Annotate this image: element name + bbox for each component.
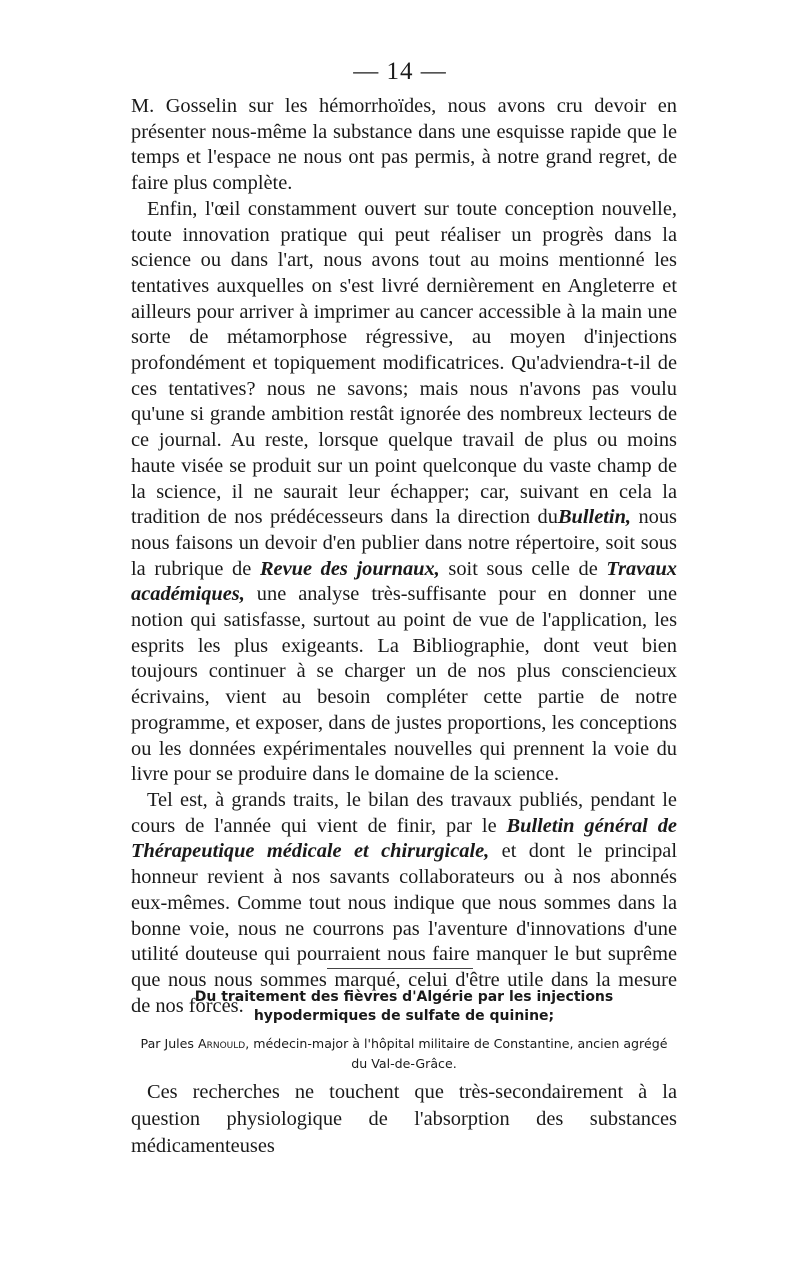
paragraph-2-text-b: nous nous faisons un devoir d'en publier dans notre répertoire, soit sous la rubrique de (131, 506, 677, 580)
article-title-line-2: hypodermiques de sulfate de quinine; (253, 1008, 555, 1024)
paragraph-1: M. Gosselin sur les hémorrhoïdes, nous avons cru devoir en présenter nous-même la substance dans une esquisse rapide que le temps et l'espace ne nous ont pas permis, à notre grand regret, de faire plus complète. (131, 95, 677, 195)
paragraph-3-text-a: Tel est, à grands traits, le bilan des travaux publiés, pendant le cours de l'année qui vient de finir, par le (131, 788, 677, 837)
main-text (131, 94, 677, 1019)
revue-des-journaux: Revue des journaux, (259, 557, 440, 580)
page-number: — 14 — (353, 58, 447, 85)
byline-rest: médecin-major à l'hôpital militaire de Constantine, ancien agrégé du Val-de-Grâce. (249, 1036, 668, 1071)
paragraph-2 (131, 197, 677, 788)
article-intro: Ces recherches ne touchent que très-secondairement à la question physiologique de l'absorption des substances médicamenteuses (131, 1081, 677, 1157)
paragraph-2-text-c: soit sous celle de (439, 557, 607, 580)
paragraph-3-text-b: et dont le principal honneur revient à nos savants collaborateurs ou à nos abonnés eux-mêmes. Comme tout nous indique que nous sommes dans la bonne voie, nous ne courrons pas l'aventure d'innovations d'une utilité douteuse qui pourraient nous faire manquer le but suprême que nous nous sommes marqué, celui d'être utile dans la mesure de nos forces. (131, 840, 678, 1017)
paragraph-2-text-d: une analyse très-suffisante pour en donner une notion qui satisfasse, surtout au point de vue de l'application, les esprits les plus exigeants. La Bibliographie, dont veut bien toujours continuer à se charger un de nos plus consciencieux écrivains, vient au besoin compléter cette partie de notre programme, et exposer, dans de justes proportions, les conceptions ou les données expérimentales nouvelles qui prennent la voie du livre pour se produire dans le domaine de la science. (131, 583, 677, 786)
article-body (131, 1079, 677, 1160)
section-divider (327, 968, 473, 969)
article-byline (131, 1034, 677, 1074)
paragraph-3 (131, 788, 677, 1019)
article-title (131, 988, 677, 1026)
article-title-line-1: Du traitement des fièvres d'Algérie par les injections (194, 989, 614, 1005)
bulletin-title: Bulletin, (557, 506, 632, 529)
travaux-academiques: Travaux académiques, (131, 557, 677, 606)
bulletin-general-title: Bulletin général de Thérapeutique médicale et chirurgicale, (131, 814, 677, 863)
author-name: Arnould, (197, 1036, 250, 1051)
byline-prefix: Par Jules (140, 1036, 198, 1051)
paragraph-2-text-a: Enfin, l'œil constamment ouvert sur toute conception nouvelle, toute innovation pratique qui peut réaliser un progrès dans la science ou dans l'art, nous avons tout au moins mentionné les tentatives auxquelles on s'est livré dernièrement en Angleterre et ailleurs pour arriver à imprimer au cancer accessible à la main une sorte de métamorphose régressive, au moyen d'injections profondément et topiquement modificatrices. Qu'adviendra-t-il de ces tentatives? nous ne savons; mais nous n'avons pas voulu qu'une si grande ambition restât ignorée des nombreux lecteurs de ce journal. Au reste, lorsque quelque travail de plus ou moins haute visée se produit sur un point quelconque du vaste champ de la science, il ne saurait leur échapper; car, suivant en cela la tradition de nos prédécesseurs dans la direction du (131, 197, 677, 529)
